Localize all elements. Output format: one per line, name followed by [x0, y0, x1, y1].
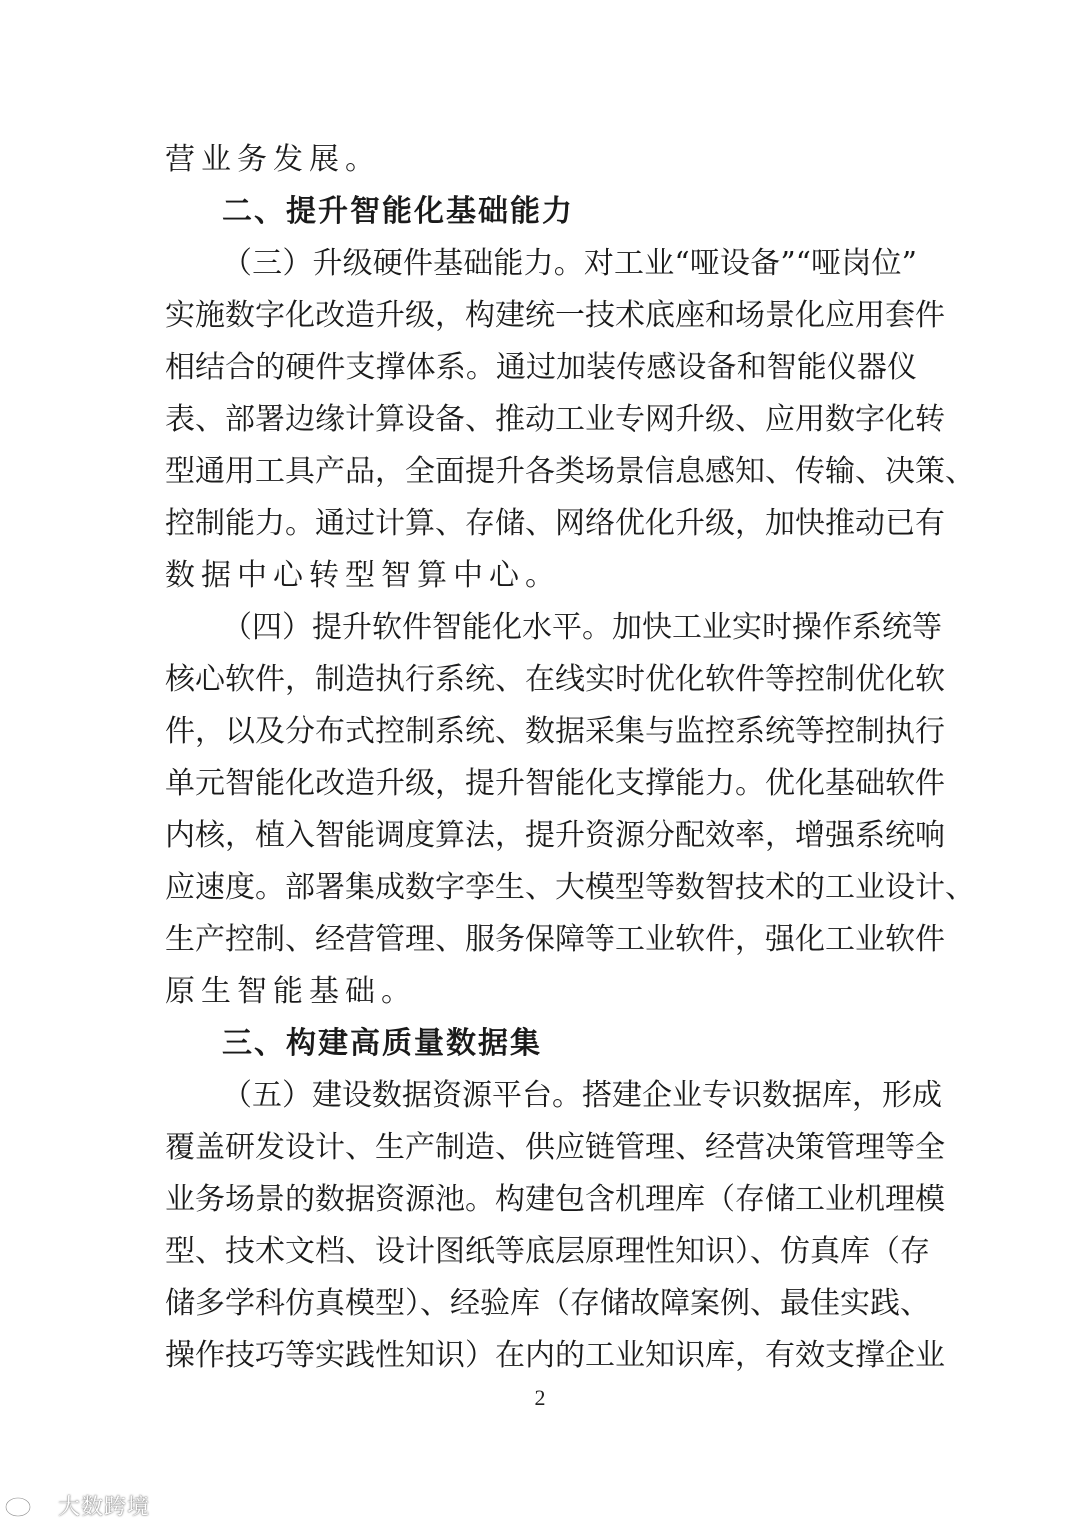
paragraph-line: 生产控制、经营管理、服务保障等工业软件，强化工业软件: [165, 922, 945, 957]
paragraph-line: 储多学科仿真模型）、经验库（存储故障案例、最佳实践、: [165, 1286, 930, 1321]
paragraph-line: 业务场景的数据资源池。构建包含机理库（存储工业机理模: [165, 1182, 945, 1217]
paragraph-line: 表、部署边缘计算设备、推动工业专网升级、应用数字化转: [165, 402, 945, 437]
paragraph-line: 覆盖研发设计、生产制造、供应链管理、经营决策管理等全: [165, 1130, 945, 1165]
paragraph-line: （四）提升软件智能化水平。加快工业实时操作系统等: [222, 610, 942, 645]
page-number: 2: [534, 1385, 546, 1410]
paragraph-line: 应速度。部署集成数字孪生、大模型等数智技术的工业设计、: [165, 870, 975, 905]
weibo-logo-icon: [4, 1491, 52, 1519]
paragraph-line: 营业务发展。: [165, 142, 381, 177]
paragraph-line: 单元智能化改造升级，提升智能化支撑能力。优化基础软件: [165, 766, 945, 801]
paragraph-line: 型通用工具产品，全面提升各类场景信息感知、传输、决策、: [165, 454, 975, 489]
section-heading-2: 二、提升智能化基础能力: [222, 194, 574, 229]
paragraph-line: 操作技巧等实践性知识）在内的工业知识库，有效支撑企业: [165, 1338, 945, 1373]
paragraph-line: 核心软件，制造执行系统、在线实时优化软件等控制优化软: [165, 662, 945, 697]
paragraph-line: 件，以及分布式控制系统、数据采集与监控系统等控制执行: [165, 714, 945, 749]
section-heading-3: 三、构建高质量数据集: [222, 1026, 542, 1061]
paragraph-line: 实施数字化改造升级，构建统一技术底座和场景化应用套件: [165, 298, 945, 333]
paragraph-line: 控制能力。通过计算、存储、网络优化升级，加快推动已有: [165, 506, 945, 541]
paragraph-line: 型、技术文档、设计图纸等底层原理性知识）、仿真库（存: [165, 1234, 930, 1269]
paragraph-line: （三）升级硬件基础能力。对工业“哑设备”“哑岗位”: [222, 246, 917, 281]
paragraph-line: （五）建设数据资源平台。搭建企业专识数据库，形成: [222, 1078, 942, 1113]
paragraph-line: 数据中心转型智算中心。: [165, 558, 561, 593]
paragraph-line: 相结合的硬件支撑体系。通过加装传感设备和智能仪器仪: [165, 350, 917, 385]
paragraph-line: 内核，植入智能调度算法，提升资源分配效率，增强系统响: [165, 818, 945, 853]
paragraph-line: 原生智能基础。: [165, 974, 417, 1009]
watermark: [4, 1488, 150, 1522]
watermark-text: 大数跨境: [58, 1494, 151, 1520]
